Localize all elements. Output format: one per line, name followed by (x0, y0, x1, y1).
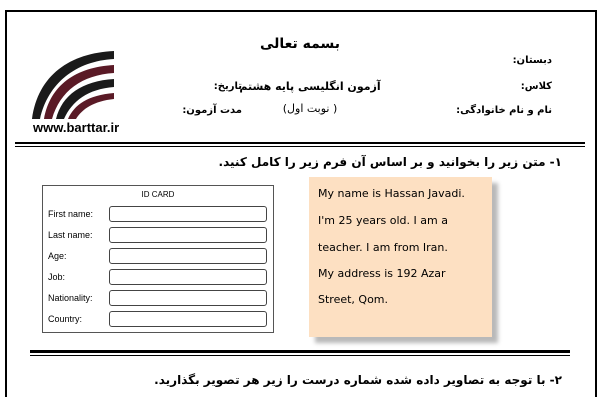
age-input[interactable] (109, 248, 267, 264)
field-last-name (48, 227, 268, 245)
header-divider-thin (15, 146, 585, 147)
section-divider (30, 350, 570, 353)
passage-line: teacher. I am from Iran. (318, 241, 448, 254)
job-label: Job: (48, 272, 66, 282)
passage-line: My name is Hassan Javadi. (318, 187, 465, 200)
country-label: Country: (48, 314, 83, 324)
date-label: تاریخ: (213, 81, 242, 92)
last-name-label: Last name: (48, 230, 93, 240)
logo-swoosh-icon (30, 45, 115, 120)
field-job (48, 269, 268, 287)
nationality-label: Nationality: (48, 293, 93, 303)
last-name-input[interactable] (109, 227, 267, 243)
question-2: ۲- با توجه به تصاویر داده شده شماره درست را زیر هر تصویر بگذارید. (154, 373, 562, 387)
id-card-form (42, 185, 274, 333)
passage-line: I'm 25 years old. I am a (318, 214, 448, 227)
country-input[interactable] (109, 311, 267, 327)
exam-subtitle: آزمون انگلیسی پایه هشتم (239, 80, 381, 93)
class-label: کلاس: (520, 81, 552, 92)
website-url: www.barttar.ir (33, 120, 120, 135)
name-label: نام و نام خانوادگی: (456, 105, 552, 116)
field-age (48, 248, 268, 266)
field-nationality (48, 290, 268, 308)
id-card-title: ID CARD (141, 190, 175, 199)
page-title: بسمه تعالی (259, 36, 341, 52)
reading-passage (309, 177, 492, 337)
first-name-label: First name: (48, 209, 94, 219)
field-country (48, 311, 268, 329)
section-divider-thin (30, 355, 570, 356)
job-input[interactable] (109, 269, 267, 285)
question-1: ۱- متن زیر را بخوانید و بر اساس آن فرم زیر را کامل کنید. (218, 155, 562, 169)
school-label: دبستان: (512, 55, 552, 66)
nationality-input[interactable] (109, 290, 267, 306)
age-label: Age: (48, 251, 67, 261)
header-divider (15, 142, 585, 144)
duration-label: مدت آزمون: (182, 105, 242, 116)
passage-line: My address is 192 Azar (318, 267, 446, 280)
field-first-name (48, 206, 268, 224)
exam-round: ( نوبت اول) (282, 102, 338, 115)
first-name-input[interactable] (109, 206, 267, 222)
passage-line: Street, Qom. (318, 293, 389, 306)
